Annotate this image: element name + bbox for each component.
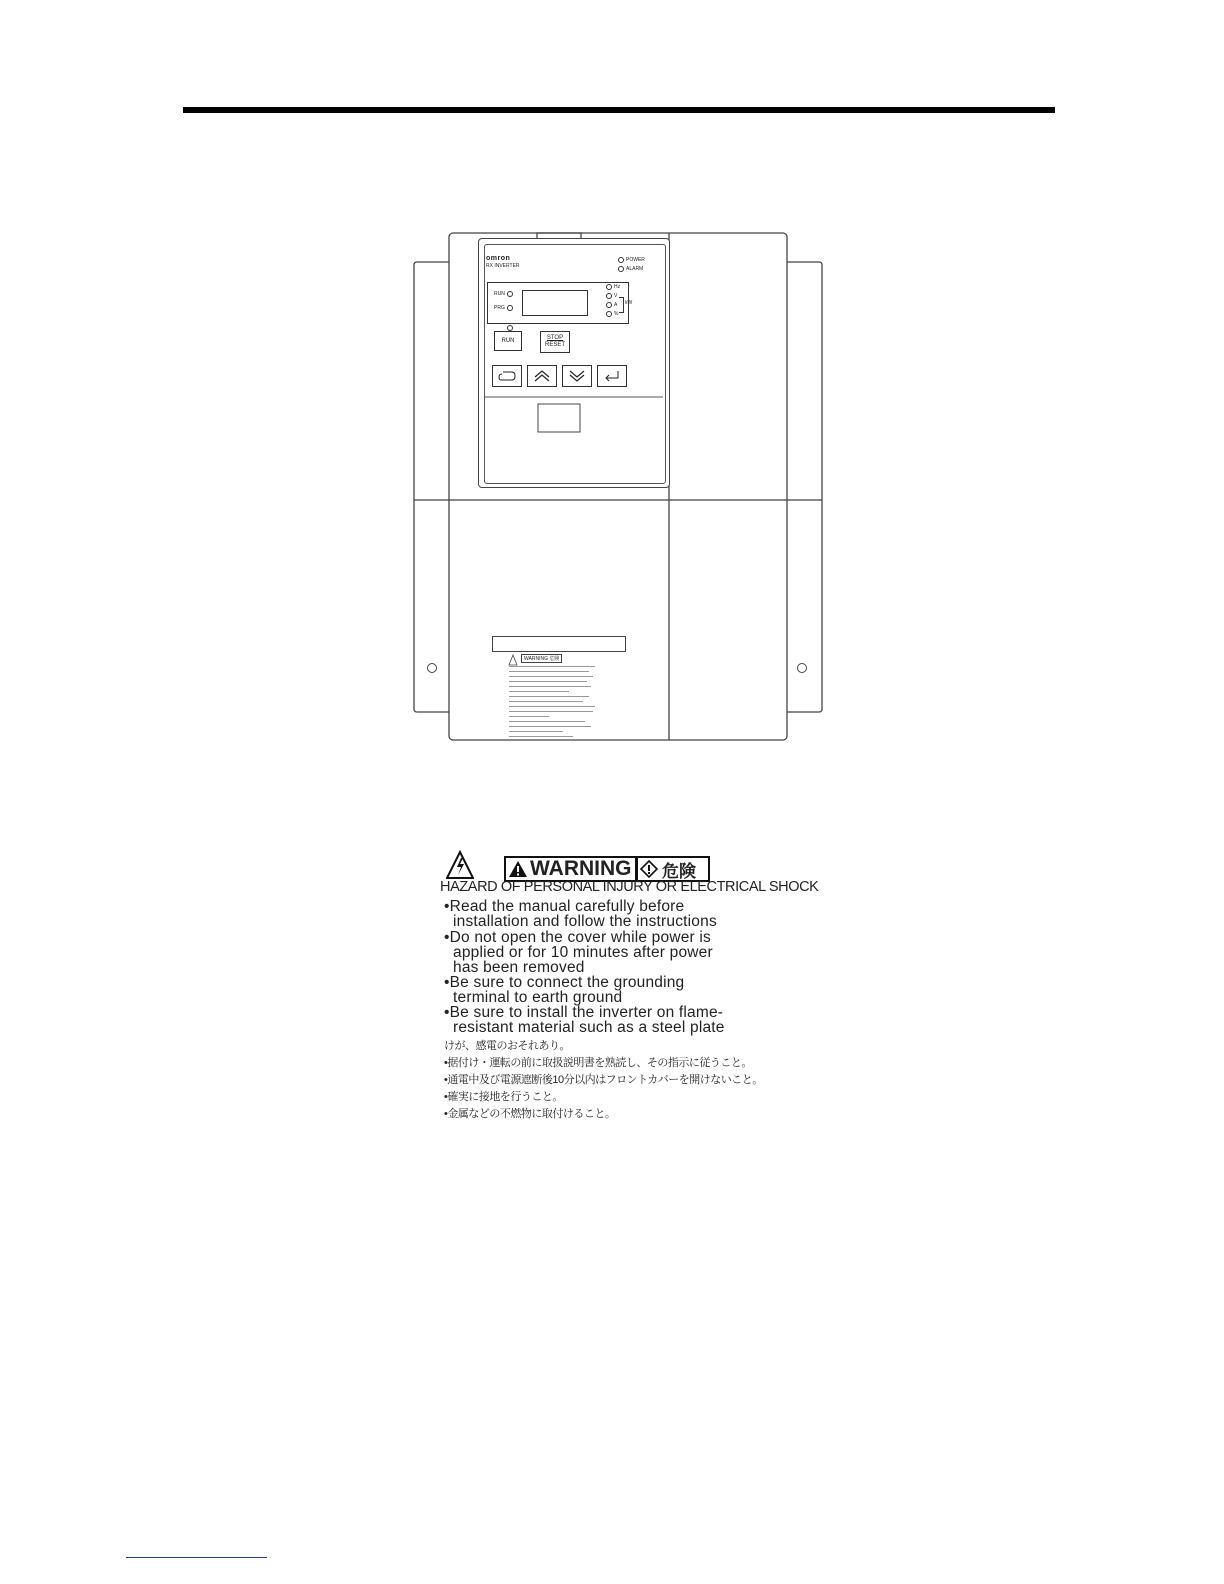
danger-diamond-icon bbox=[640, 860, 658, 878]
mini-text-line bbox=[509, 691, 569, 692]
a-indicator bbox=[606, 302, 617, 308]
enter-button[interactable] bbox=[597, 365, 627, 387]
warning-line: resistant material such as a steel plate bbox=[453, 1019, 725, 1036]
hazard-heading: HAZARD OF PERSONAL INJURY OR ELECTRICAL SHOCK bbox=[440, 879, 819, 895]
run-indicator-label: RUN bbox=[494, 291, 505, 297]
danger-text: 危険 bbox=[662, 861, 696, 881]
top-rule bbox=[183, 107, 1055, 113]
prg-indicator bbox=[494, 305, 513, 311]
prg-indicator-label: PRG bbox=[494, 305, 505, 311]
operator-panel-frame bbox=[484, 244, 666, 484]
kw-bracket bbox=[619, 297, 624, 313]
run-led-icon bbox=[507, 291, 513, 297]
hz-label: Hz bbox=[614, 284, 621, 290]
brand-logo: omron bbox=[486, 255, 511, 262]
power-label: POWER bbox=[626, 257, 645, 263]
japanese-line: •金属などの不燃物に取付けること。 bbox=[444, 1108, 616, 1120]
mini-text-line bbox=[509, 701, 583, 702]
v-indicator bbox=[606, 293, 617, 299]
electric-shock-icon bbox=[446, 850, 474, 880]
warning-line: applied or for 10 minutes after power bbox=[453, 944, 713, 961]
mini-text-line bbox=[509, 711, 593, 712]
down-button[interactable] bbox=[562, 365, 592, 387]
up-button[interactable] bbox=[527, 365, 557, 387]
warning-line: has been removed bbox=[453, 959, 585, 976]
warning-line: •Do not open the cover while power is bbox=[444, 929, 711, 946]
kw-label: kW bbox=[625, 300, 633, 306]
prg-led-icon bbox=[507, 305, 513, 311]
mini-warning-title: WARNING 危険 bbox=[521, 654, 562, 663]
mini-text-line bbox=[509, 726, 591, 727]
power-led-icon bbox=[618, 257, 624, 263]
mini-text-line bbox=[509, 731, 563, 732]
mini-text-line bbox=[509, 666, 595, 667]
mini-text-line bbox=[509, 736, 573, 737]
stop-reset-button[interactable] bbox=[540, 331, 570, 353]
model-name: RX INVERTER bbox=[486, 263, 520, 269]
reset-label: RESET bbox=[544, 342, 565, 348]
warning-line: installation and follow the instructions bbox=[453, 913, 717, 930]
run-button-label: RUN bbox=[501, 337, 515, 344]
footer-rule bbox=[126, 1557, 267, 1558]
japanese-line: •確実に接地を行うこと。 bbox=[444, 1091, 563, 1103]
warning-label bbox=[440, 848, 819, 1123]
nameplate-strip bbox=[492, 636, 626, 652]
cycle-icon bbox=[497, 370, 517, 382]
mini-warning-label bbox=[503, 654, 613, 740]
v-label: V bbox=[614, 293, 618, 299]
right-mounting-hole bbox=[797, 663, 807, 673]
warning-line: terminal to earth ground bbox=[453, 989, 623, 1006]
left-mounting-hole bbox=[427, 663, 437, 673]
warning-line: •Be sure to connect the grounding bbox=[444, 974, 685, 991]
function-button[interactable] bbox=[492, 365, 522, 387]
percent-label: % bbox=[614, 311, 619, 317]
percent-led-icon bbox=[606, 311, 612, 317]
mini-text-line bbox=[509, 686, 591, 687]
mini-text-line bbox=[509, 671, 589, 672]
a-label: A bbox=[614, 302, 618, 308]
a-led-icon bbox=[606, 302, 612, 308]
hz-led-icon bbox=[606, 284, 612, 290]
alarm-label: ALARM bbox=[626, 266, 644, 272]
mini-shock-icon bbox=[508, 654, 518, 666]
power-indicator bbox=[618, 257, 645, 263]
alarm-indicator bbox=[618, 266, 643, 272]
japanese-line: •通電中及び電源遮断後10分以内はフロントカバーを開けないこと。 bbox=[444, 1074, 763, 1086]
mini-text-line bbox=[509, 681, 587, 682]
japanese-line: •据付け・運転の前に取扱説明書を熟読し、その指示に従うこと。 bbox=[444, 1057, 752, 1069]
hz-indicator bbox=[606, 284, 620, 290]
run-indicator bbox=[494, 291, 513, 297]
enter-icon bbox=[602, 370, 622, 382]
down-arrow-icon bbox=[567, 369, 587, 383]
warning-line: •Be sure to install the inverter on flame- bbox=[444, 1004, 724, 1021]
up-arrow-icon bbox=[532, 369, 552, 383]
warning-triangle-icon bbox=[508, 860, 528, 878]
mini-text-line bbox=[509, 676, 593, 677]
operator-panel bbox=[478, 238, 670, 488]
alarm-led-icon bbox=[618, 266, 624, 272]
display-area bbox=[487, 282, 633, 324]
mini-text-line bbox=[509, 716, 549, 717]
warning-line: •Read the manual carefully before bbox=[444, 898, 685, 915]
led-display bbox=[522, 290, 588, 316]
mini-text-line bbox=[509, 696, 589, 697]
run-button[interactable] bbox=[494, 331, 522, 351]
stop-label: STOP bbox=[546, 335, 564, 341]
percent-indicator bbox=[606, 311, 618, 317]
mini-text-line bbox=[509, 721, 585, 722]
mini-text-line bbox=[509, 706, 595, 707]
inverter-drawing bbox=[413, 232, 823, 742]
warning-text: WARNING bbox=[530, 857, 632, 880]
v-led-icon bbox=[606, 293, 612, 299]
japanese-line: けが、感電のおそれあり。 bbox=[444, 1040, 570, 1052]
